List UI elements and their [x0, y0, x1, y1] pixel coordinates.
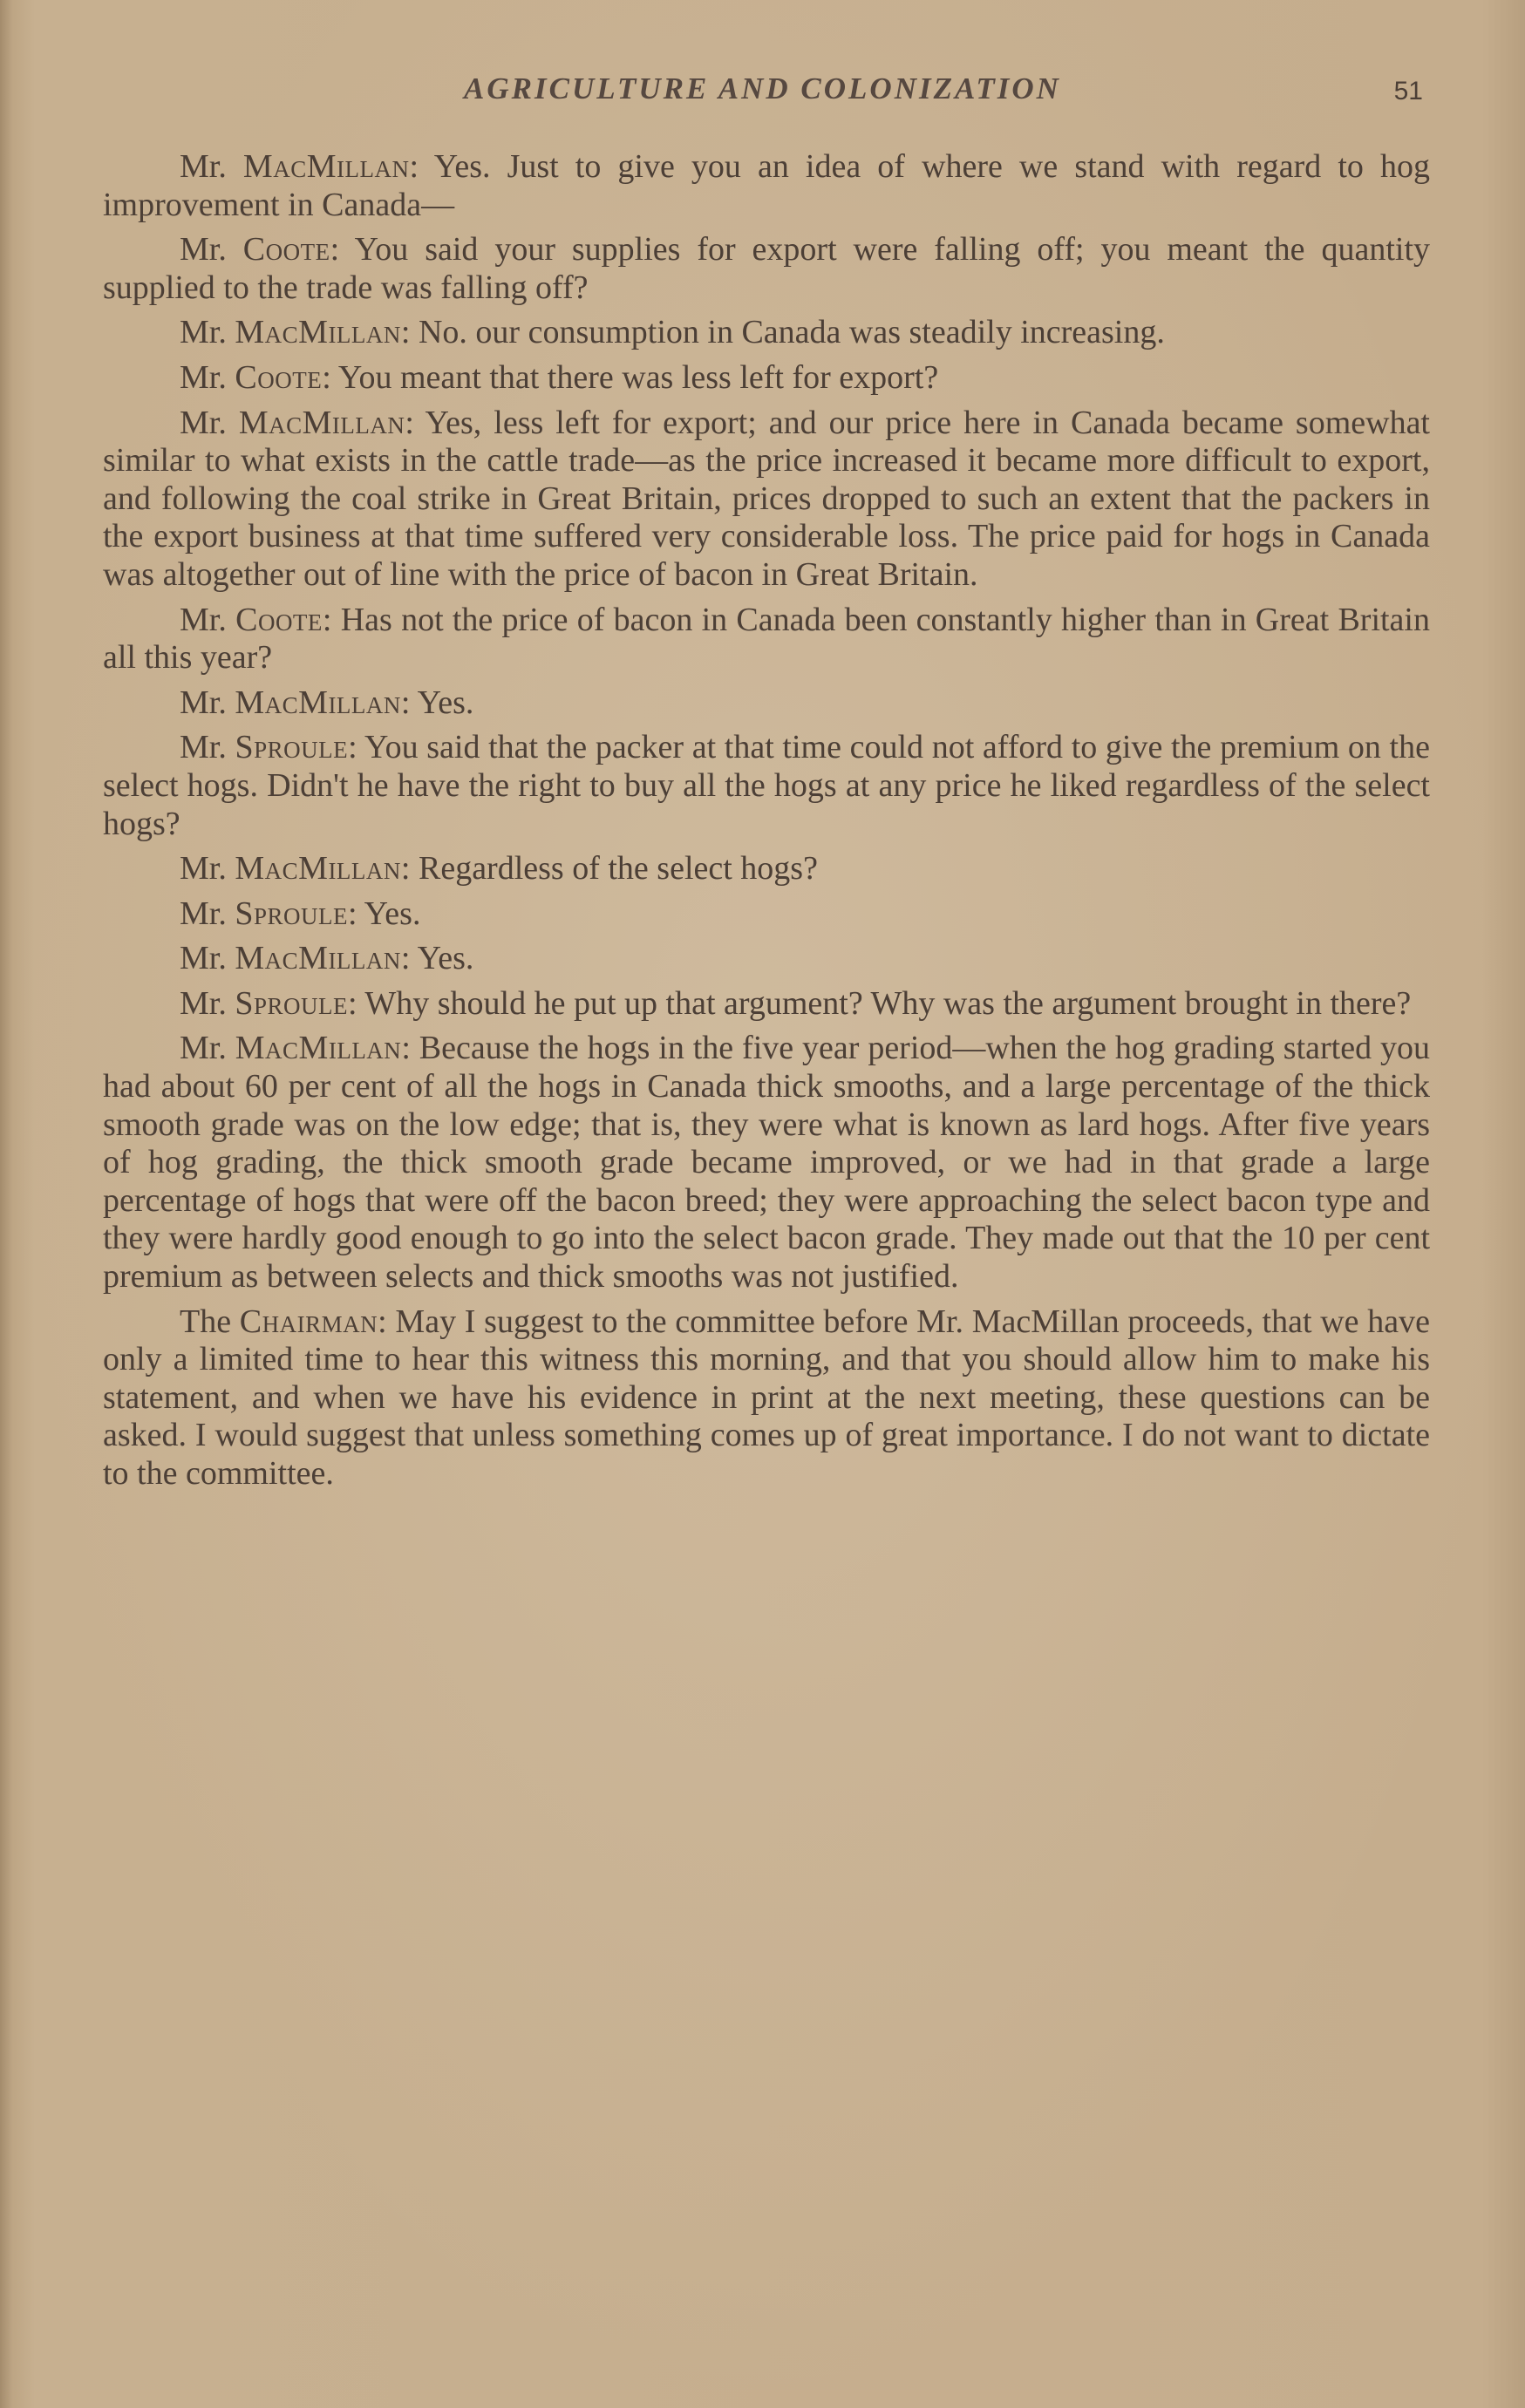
speaker-name: MacMillan — [242, 148, 410, 185]
speaker-prefix: Mr. — [180, 404, 239, 441]
paragraph — [103, 985, 1430, 1024]
paragraph — [103, 895, 1430, 934]
paragraph-text: : Because the hogs in the five year period—when the hog grading started you had about 60 per cent of all the hogs in Canada thick smooths, and a large percentage of the thick smooth grade was on the low edge; that is, they were what is known as lard hogs. After five years of hog grading, the thick smooth grade became improved, or we had in that grade a large percentage of hogs that were off the bacon breed; they were approaching the select bacon type and they were hardly good enough to go into the select bacon grade. They made out that the 10 per cent premium as between selects and thick smooths was not justified. — [103, 1030, 1430, 1296]
paragraph-text: : Yes. — [400, 940, 474, 977]
page-number: 51 — [1393, 77, 1423, 105]
speaker-name: MacMillan — [235, 1030, 402, 1067]
paragraph-text: : Yes. — [348, 894, 421, 932]
paragraph-text: : Why should he put up that argument? Why was the argument brought in there? — [348, 984, 1412, 1022]
paragraph — [103, 148, 1430, 224]
page-header — [0, 71, 1525, 115]
speaker-prefix: Mr. — [180, 601, 236, 638]
speaker-prefix: Mr. — [180, 314, 235, 351]
paragraph — [103, 405, 1430, 595]
speaker-name: Coote — [235, 601, 323, 638]
paragraph-text: : No. our consumption in Canada was steadily increasing. — [400, 314, 1165, 351]
paragraph-text: : You meant that there was less left for export? — [322, 358, 939, 396]
paragraph-text: : Has not the price of bacon in Canada been constantly higher than in Great Britain all this year? — [103, 601, 1430, 677]
speaker-prefix: Mr. — [180, 984, 235, 1022]
paragraph — [103, 1030, 1430, 1296]
speaker-prefix: Mr. — [180, 894, 235, 932]
paragraph-text: : Regardless of the select hogs? — [400, 850, 818, 888]
speaker-name: Coote — [242, 231, 330, 269]
speaker-name: Sproule — [235, 984, 349, 1022]
paragraph — [103, 940, 1430, 978]
paragraph-text: : You said your supplies for export were falling off; you meant the quantity supplied to the trade was falling off? — [103, 231, 1430, 306]
speaker-name: MacMillan — [235, 684, 401, 721]
speaker-prefix: The — [180, 1303, 240, 1340]
paragraph-text: : You said that the packer at that time could not afford to give the premium on the select hogs. Didn't he have the right to buy all the hogs at any price he liked regardless of the select hogs? — [103, 729, 1430, 842]
speaker-name: MacMillan — [235, 940, 401, 977]
paragraph — [103, 359, 1430, 398]
speaker-prefix: Mr. — [180, 1030, 235, 1067]
speaker-name: Sproule — [235, 894, 349, 932]
speaker-name: Sproule — [235, 729, 349, 766]
paragraph-text: : Yes. Just to give you an idea of where we stand with regard to hog improvement in Canada— — [103, 148, 1430, 223]
paragraph — [103, 684, 1430, 723]
paragraph — [103, 850, 1430, 888]
speaker-prefix: Mr. — [180, 684, 235, 721]
paragraph — [103, 729, 1430, 843]
paragraph — [103, 602, 1430, 677]
speaker-name: Coote — [235, 358, 323, 396]
speaker-name: MacMillan — [235, 850, 401, 888]
speaker-prefix: Mr. — [180, 729, 235, 766]
speaker-name: Chairman — [239, 1303, 378, 1340]
speaker-prefix: Mr. — [180, 850, 235, 888]
body-text — [103, 148, 1430, 1500]
speaker-name: MacMillan — [235, 314, 401, 351]
speaker-prefix: Mr. — [180, 148, 243, 185]
speaker-prefix: Mr. — [180, 358, 235, 396]
speaker-name: MacMillan — [238, 404, 405, 441]
paragraph-text: : May I suggest to the committee before Mr. MacMillan proceeds, that we have only a limited time to hear this witness this morning, and that you should allow him to make his statement, and when we have his evidence in print at the next meeting, these questions can be asked. I would suggest that unless something comes up of great importance. I do not want to dictate to the committee. — [103, 1303, 1430, 1492]
running-title: AGRICULTURE AND COLONIZATION — [464, 71, 1061, 105]
speaker-prefix: Mr. — [180, 231, 243, 269]
paragraph — [103, 314, 1430, 352]
paragraph-text: : Yes. — [400, 684, 474, 721]
speaker-prefix: Mr. — [180, 940, 235, 977]
paragraph — [103, 1303, 1430, 1493]
paragraph — [103, 231, 1430, 307]
paragraph-text: : Yes, less left for export; and our price here in Canada became somewhat similar to what exists in the cattle trade—as the price increased it became more difficult to export, and following the coal strike in Great Britain, prices dropped to such an extent that the packers in the export business at that time suffered very considerable loss. The price paid for hogs in Canada was altogether out of line with the price of bacon in Great Britain. — [103, 404, 1430, 593]
